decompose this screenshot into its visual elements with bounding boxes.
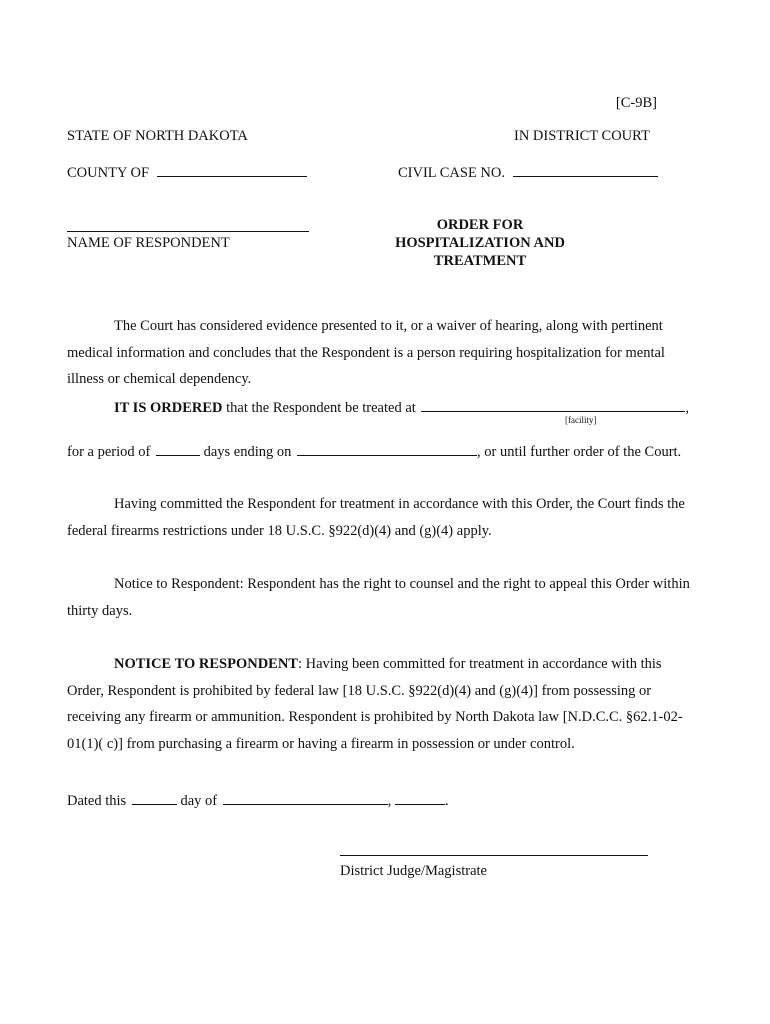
facility-blank[interactable] <box>421 398 685 412</box>
dated-period: . <box>444 793 449 809</box>
court-heading: IN DISTRICT COURT <box>514 128 650 144</box>
notice-bold: NOTICE TO RESPONDENT <box>114 656 298 672</box>
notice-text: : Having been committed for treatment in accordance with this Order, Respondent is prohibited by federal law [18 U.S.C. §922(d)(4) and (g)(4)] from possessing or receiving any firearm or ammunition. Respondent is prohibited by North Dakota law [N.D.C.C. §62.1-02-01(1)( c)] from purchasing a firearm or having a firearm in possession or under control. <box>67 656 683 752</box>
ending-label: days ending on <box>203 444 292 460</box>
dated-year-blank[interactable] <box>395 791 445 805</box>
end-date-blank[interactable] <box>297 442 477 456</box>
form-code: [C-9B] <box>615 95 657 111</box>
dated-day-blank[interactable] <box>132 791 177 805</box>
county-label: COUNTY OF <box>67 165 150 181</box>
days-blank[interactable] <box>156 442 200 456</box>
state-heading: STATE OF NORTH DAKOTA <box>67 128 248 144</box>
respondent-name-blank[interactable] <box>67 218 309 232</box>
ordered-end: , <box>685 400 690 416</box>
case-row <box>398 163 658 182</box>
period-end-text: , or until further order of the Court. <box>477 444 682 460</box>
ordered-text: that the Respondent be treated at <box>226 400 416 416</box>
dated-row <box>67 791 449 810</box>
title-line-2: HOSPITALIZATION AND <box>395 235 565 251</box>
county-row <box>67 163 307 182</box>
firearm-notice-paragraph <box>67 651 697 757</box>
notice-paragraph: Notice to Respondent: Respondent has the right to counsel and the right to appeal this Order within thirty days. <box>67 576 690 619</box>
period-row <box>67 442 681 461</box>
ordered-bold: IT IS ORDERED <box>114 400 223 416</box>
signature-label: District Judge/Magistrate <box>340 863 487 879</box>
facility-caption: [facility] <box>565 415 597 425</box>
county-blank[interactable] <box>157 163 307 177</box>
period-label: for a period of <box>67 444 151 460</box>
title-line-3: TREATMENT <box>433 253 527 269</box>
day-of-label: day of <box>180 793 218 809</box>
case-number-blank[interactable] <box>513 163 658 177</box>
dated-comma: , <box>387 793 392 809</box>
firearms-finding-paragraph: Having committed the Respondent for treatment in accordance with this Order, the Court finds the federal firearms restrictions under 18 U.S.C. §922(d)(4) and (g)(4) apply. <box>67 496 685 539</box>
title-line-1: ORDER FOR <box>436 217 524 233</box>
dated-month-blank[interactable] <box>223 791 388 805</box>
case-label: CIVIL CASE NO. <box>398 165 506 181</box>
ordered-row <box>114 398 689 417</box>
findings-paragraph: The Court has considered evidence presented to it, or a waiver of hearing, along with pertinent medical information and concludes that the Respondent is a person requiring hospitalization for mental illness or chemical dependency. <box>67 318 665 387</box>
respondent-label: NAME OF RESPONDENT <box>67 235 230 251</box>
signature-line[interactable] <box>340 855 648 856</box>
dated-label: Dated this <box>67 793 127 809</box>
